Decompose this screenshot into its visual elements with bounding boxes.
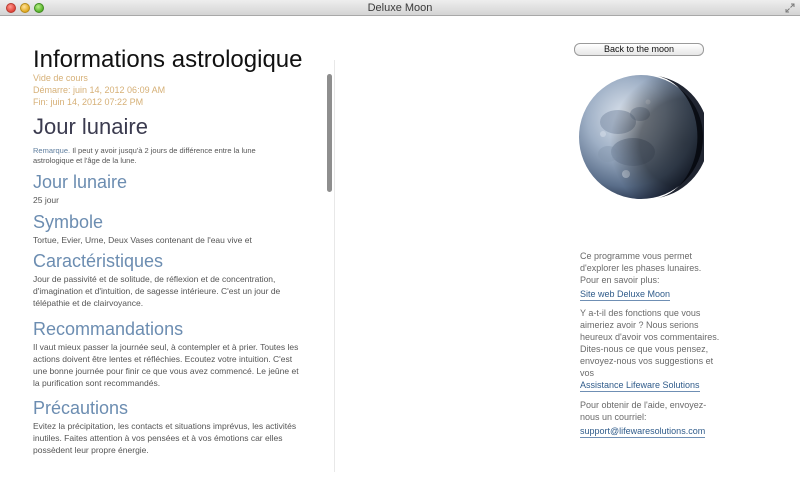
window-title: Deluxe Moon <box>367 2 433 14</box>
section-body-precautions: Evitez la précipitation, les contacts et situations imprévus, les activités inutiles. Faites attention à vos pensées et à vos émotions car elles possèdent leur propre énergie. <box>33 421 297 455</box>
section-title-lunar-day: Jour lunaire <box>33 172 128 192</box>
section-title-characteristics: Caractéristiques <box>33 251 164 271</box>
lunar-day-heading: Jour lunaire <box>33 114 148 139</box>
astrology-info-pane[interactable] <box>0 16 335 500</box>
section-body-characteristics: Jour de passivité et de solitude, de réflexion et de concentration, d'imagination et d'intuition, de sagesse intérieure. C'est un jour de télépathie et de clairvoyance. <box>33 274 281 308</box>
void-start-time: Démarre: juin 14, 2012 06:09 AM <box>33 85 166 95</box>
page-title: Informations astrologique <box>33 46 303 73</box>
void-of-course-info <box>33 72 165 108</box>
remark-text: Il peut y avoir jusqu'à 2 jours de différence entre la lune astrologique et l'âge de la lune. <box>33 146 256 165</box>
back-to-moon-button[interactable]: Back to the moon <box>574 43 704 56</box>
window-titlebar <box>0 0 800 16</box>
void-end-time: Fin: juin 14, 2012 07:22 PM <box>33 97 144 107</box>
moon-image <box>578 74 704 200</box>
assistance-link[interactable]: Assistance Lifeware Solutions <box>580 380 700 390</box>
help-text: Pour obtenir de l'aide, envoyez-nous un courriel: <box>580 400 707 422</box>
support-email-link[interactable]: support@lifewaresolutions.com <box>580 426 706 436</box>
section-title-symbol: Symbole <box>33 212 104 232</box>
section-body-symbol: Tortue, Evier, Urne, Deux Vases contenant de l'eau vive et <box>33 235 252 245</box>
section-title-precautions: Précautions <box>33 398 129 418</box>
section-body-lunar-day: 25 jour <box>33 195 59 205</box>
pane-divider <box>334 60 335 472</box>
void-of-course-label: Vide de cours <box>33 73 88 83</box>
fullscreen-icon[interactable] <box>785 3 795 13</box>
feature-request-text: Y a-t-il des fonctions que vous aimeriez avoir ? Nous serions heureux d'avoir vos commentaires. Dites-nous ce que vous pensez, envoyez-nous vos suggestions et vos <box>580 308 720 378</box>
scrollbar-thumb[interactable] <box>327 74 332 192</box>
website-link[interactable]: Site web Deluxe Moon <box>580 289 671 299</box>
remark-note <box>33 146 283 166</box>
section-body-recommendations: Il vaut mieux passer la journée seul, à contempler et à prier. Toutes les actions doivent être lentes et réfléchies. Ecoutez votre intuition. C'est une bonne journée pour finir ce que vous avez commencé. Le jeûne et la purification sont recommandés. <box>33 342 299 388</box>
section-title-recommendations: Recommandations <box>33 319 184 339</box>
intro-text: Ce programme vous permet d'explorer les phases lunaires. Pour en savoir plus: <box>580 251 702 285</box>
remark-label: Remarque. <box>33 146 71 155</box>
